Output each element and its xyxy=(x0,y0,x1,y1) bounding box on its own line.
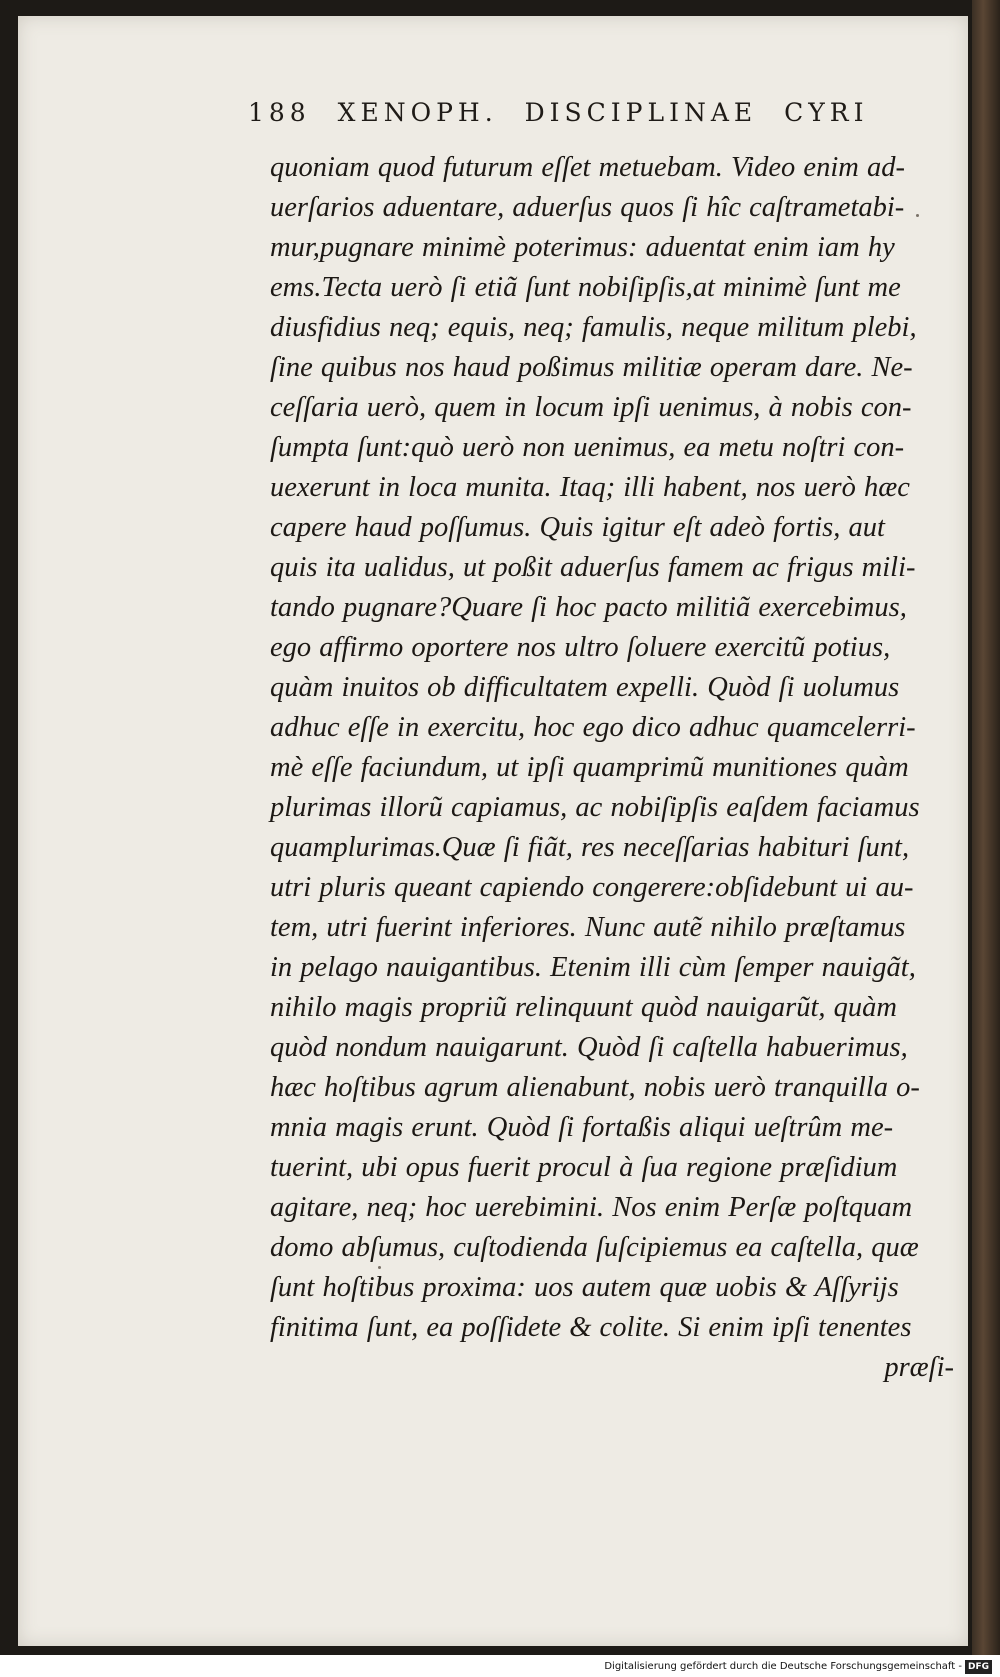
text-line: capere haud poſſumus. Quis igitur eſt adeò fortis, aut xyxy=(270,512,885,543)
book-binding-edge xyxy=(972,0,1000,1655)
text-line: agitare, neq; hoc uerebimini. Nos enim Perſæ poſtquam xyxy=(270,1192,913,1223)
catchword: præſi- xyxy=(884,1352,954,1383)
text-line: mnia magis erunt. Quòd ſi fortaßis aliqui ueſtrûm me- xyxy=(270,1112,894,1143)
text-line: nihilo magis propriũ relinquunt quòd nauigarũt, quàm xyxy=(270,992,897,1023)
dfg-logo-icon: DFG xyxy=(965,1660,992,1674)
text-line: ceſſaria uerò, quem in locum ipſi uenimus, à nobis con- xyxy=(270,392,912,423)
text-line: quamplurimas.Quæ ſi fiãt, res neceſſarias habituri ſunt, xyxy=(270,832,910,863)
text-line: mè eſſe faciundum, ut ipſi quamprimũ munitiones quàm xyxy=(270,752,909,783)
footer-credit: Digitalisierung gefördert durch die Deutsche Forschungsgemeinschaft - xyxy=(604,1661,962,1672)
running-head-author: XENOPH. xyxy=(337,98,498,127)
text-line: plurimas illorũ capiamus, ac nobiſipſis eaſdem faciamus xyxy=(270,792,920,823)
text-line: adhuc eſſe in exercitu, hoc ego dico adhuc quamcelerri- xyxy=(270,712,916,743)
running-head-title-2: CYRI xyxy=(784,98,869,127)
running-head xyxy=(248,98,898,138)
text-line: ego affirmo oportere nos ultro ſoluere exercitũ potius, xyxy=(270,632,891,663)
text-line: ems.Tecta uerò ſi etiã ſunt nobiſipſis,at minimè ſunt me xyxy=(270,272,901,303)
text-line: ſumpta ſunt:quò uerò non uenimus, ea metu noſtri con- xyxy=(270,432,905,463)
body-text xyxy=(270,148,960,1388)
text-line: quoniam quod futurum eſſet metuebam. Video enim ad- xyxy=(270,152,905,183)
text-line: finitima ſunt, ea poſſidete & colite. Si enim ipſi tenentes xyxy=(270,1312,912,1343)
text-line: tem, utri fuerint inferiores. Nunc autẽ nihilo præſtamus xyxy=(270,912,906,943)
text-line: uerſarios aduentare, aduerſus quos ſi hîc caſtrametabi- xyxy=(270,192,905,223)
page-number: 188 xyxy=(248,98,311,127)
text-line: tando pugnare?Quare ſi hoc pacto militiã exercebimus, xyxy=(270,592,907,623)
running-head-title-1: DISCIPLINAE xyxy=(524,98,758,127)
text-line: tuerint, ubi opus fuerit procul à ſua regione præſidium xyxy=(270,1152,898,1183)
digitization-footer xyxy=(604,1658,992,1676)
text-line: ſine quibus nos haud poßimus militiæ operam dare. Ne- xyxy=(270,352,913,383)
text-line: ſunt hoſtibus proxima: uos autem quæ uobis & Aſſyrijs xyxy=(270,1272,899,1303)
text-line: utri pluris queant capiendo congerere:obſidebunt ui au- xyxy=(270,872,914,903)
text-line: quàm inuitos ob difficultatem expelli. Quòd ſi uolumus xyxy=(270,672,900,703)
text-line: mur,pugnare minimè poterimus: aduentat enim iam hy xyxy=(270,232,895,263)
text-line: domo abſumus, cuſtodienda ſuſcipiemus ea caſtella, quæ xyxy=(270,1232,919,1263)
text-line: diusfidius neq; equis, neq; famulis, neque militum plebi, xyxy=(270,312,917,343)
text-line: quòd nondum nauigarunt. Quòd ſi caſtella habuerimus, xyxy=(270,1032,908,1063)
text-line: uexerunt in loca munita. Itaq; illi habent, nos uerò hæc xyxy=(270,472,910,503)
text-line: in pelago nauigantibus. Etenim illi cùm ſemper nauigãt, xyxy=(270,952,916,983)
text-line: hæc hoſtibus agrum alienabunt, nobis uerò tranquilla o- xyxy=(270,1072,920,1103)
text-line: quis ita ualidus, ut poßit aduerſus famem ac frigus mili- xyxy=(270,552,916,583)
